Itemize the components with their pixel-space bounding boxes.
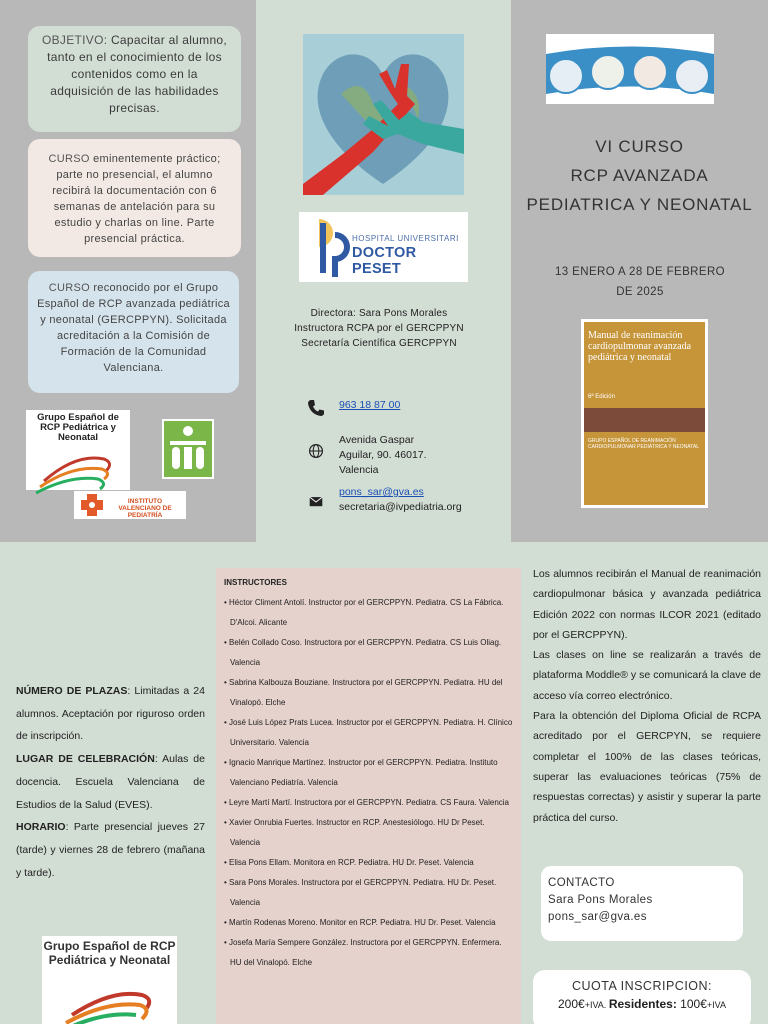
dates-line1: 13 ENERO A 28 DE FEBRERO (554, 266, 726, 278)
list-item: • Xavier Onrubia Fuertes. Instructor en RCP. Anestesiólogo. HU Dr Peset. Valencia (224, 813, 513, 853)
lugar-text: : Aulas de docencia. Escuela Valenciana de Estudios de la Salud (EVES). (16, 753, 205, 811)
course-title (511, 132, 768, 219)
grupo-logo-large-text: Grupo Español de RCP Pediátrica y Neonatal (43, 939, 176, 967)
grupo-rcp-logo-large (42, 936, 177, 1024)
directora-role2: Secretaría Científica GERCPPYN (301, 338, 457, 349)
list-item: • Elisa Pons Ellam. Monitora en RCP. Pediatra. HU Dr. Peset. Valencia (224, 853, 513, 873)
hospital-dp-emblem-icon (303, 215, 351, 279)
address-text: Avenida Gaspar Aguilar, 90. 46017. Valencia (339, 434, 427, 476)
book-photo-strip (584, 408, 705, 432)
list-item: • Sara Pons Morales. Instructora por el GERCPPYN. Pediatra. HU Dr. Peset. Valencia (224, 873, 513, 913)
objetivo-text: Capacitar al alumno, tanto en el conocimiento de los contenidos como en la adquisición de las habilidades precisas. (47, 33, 228, 115)
book-title: Manual de reanimación cardiopulmonar avanzada pediátrica y neonatal (588, 330, 692, 363)
contact-card (541, 866, 743, 941)
globe-icon (308, 443, 324, 459)
ivp-emblem-icon (77, 491, 107, 519)
grupo-rcp-logo-small (26, 410, 130, 490)
ivp-logo-text: INSTITUTO VALENCIANO DE PEDIATRÍA (118, 498, 172, 519)
training-photos-banner (546, 34, 714, 104)
contact-heading: CONTACTO (548, 877, 615, 889)
contact-name: Sara Pons Morales (548, 894, 653, 906)
book-edition: 6ª Edición (588, 394, 615, 400)
curso1-text: eminentemente práctico; parte no presencial, el alumno recibirá la documentación con 6 semanas de antelación para su estudio y charlas on line. Parte presencial práctica. (52, 153, 221, 245)
email-link[interactable]: pons_sar@gva.es (339, 486, 424, 498)
title-line3: PEDIATRICA Y NEONATAL (526, 195, 753, 214)
curso-practico-card (28, 139, 241, 257)
book-cover (584, 322, 705, 505)
fee-card (533, 970, 751, 1024)
list-item: • Héctor Climent Antolí. Instructor por el GERCPPYN. Pediatra. CS La Fábrica. D'Alcoi. Alicante (224, 593, 513, 633)
email-secretaria: secretaria@ivpediatria.org (339, 501, 462, 513)
course-info-text (533, 564, 761, 828)
directora-name: Sara Pons Morales (358, 308, 448, 319)
fee-heading: CUOTA INSCRIPCION: (571, 979, 713, 993)
curso2-text: reconocido por el Grupo Español de RCP avanzada pediátrica y neonatal (GERCPPYN). Solicitada acreditación a la Comisión de Formación de la Comunidad Valenciana. (37, 282, 230, 374)
list-item: • Leyre Martí Martí. Instructora por el GERCPPYN. Pediatra. CS Faura. Valencia (224, 793, 513, 813)
hospital-doctor-peset-logo (299, 212, 468, 282)
instructors-panel (216, 568, 521, 1024)
objetivo-label: OBJETIVO: (41, 33, 111, 47)
list-item: • Belén Collado Coso. Instructora por el GERCPPYN. Pediatra. CS Luis Oliag. Valencia (224, 633, 513, 673)
list-item: • Ignacio Manrique Martínez. Instructor por el GERCPPYN. Pediatra. Instituto Valenciano Pediatría. Valencia (224, 753, 513, 793)
instructors-heading: INSTRUCTORES (224, 578, 287, 587)
curso2-label: CURSO (48, 282, 94, 294)
info-paragraph-manual: Los alumnos recibirán el Manual de reanimación cardiopulmonar básica y avanzada pediátrica Edición 2022 con normas ILCOR 2021 (editado por el GERCPPYN). (533, 568, 761, 641)
fee-general: 200€ (558, 997, 585, 1011)
horario-text: : Parte presencial jueves 27 (tarde) y viernes 28 de febrero (mañana y tarde). (16, 821, 205, 879)
dates-line2: DE 2025 (616, 286, 664, 298)
fee-iva-general: +IVA. (584, 1000, 609, 1010)
swoosh-icon (26, 443, 130, 498)
cpr-training-banner (546, 34, 714, 104)
title-line2: RCP AVANZADA (570, 166, 709, 185)
info-paragraph-diploma: Para la obtención del Diploma Oficial de RCPA acreditado por el GERCPYN, se requiere completar el 100% de las clases teóricas, superar las evaluaciones teóricas (75% de respuestas correctas) y asistir y superar la parte práctica del curso. (533, 710, 761, 824)
list-item: • José Luis López Prats Lucea. Instructor por el GERCPPYN. Pediatra. H. Clínico Universitario. Valencia (224, 713, 513, 753)
manual-book-cover (581, 319, 708, 508)
directora-block (286, 306, 472, 351)
info-paragraph-online: Las clases on line se realizarán a través de plataforma Moddle® y se comunicará la clave de acceso vía correo electrónico. (533, 649, 761, 702)
phone-icon (306, 398, 326, 418)
mail-icon (308, 495, 324, 509)
lugar-label: LUGAR DE CELEBRACIÓN (16, 753, 155, 766)
fee-prices (539, 997, 745, 1011)
hospital-name-line2: DOCTOR PESET (352, 245, 417, 277)
green-institution-logo (162, 419, 214, 479)
list-item: • Martín Rodenas Moreno. Monitor en RCP. Pediatra. HU Dr. Peset. Valencia (224, 913, 513, 933)
book-publisher: GRUPO ESPAÑOL DE REANIMACIÓN CARDIOPULMONAR PEDIÁTRICA Y NEONATAL (588, 438, 700, 450)
plazas-label: NÚMERO DE PLAZAS (16, 685, 128, 697)
instructors-list (224, 593, 513, 973)
curso-reconocido-card (28, 271, 239, 393)
course-details (16, 680, 205, 884)
fee-iva-residentes: +IVA (706, 1000, 726, 1010)
hospital-name-line1: HOSPITAL UNIVERSITARI (352, 234, 459, 243)
title-line1: VI CURSO (595, 137, 684, 156)
cpr-hands-illustration (303, 34, 464, 195)
fee-residentes-label: Residentes: (608, 997, 681, 1011)
ivp-logo (74, 491, 186, 519)
phone-link[interactable]: 963 18 87 00 (339, 399, 401, 411)
objetivo-card (28, 26, 241, 132)
course-dates (540, 262, 740, 302)
contact-email: pons_sar@gva.es (548, 911, 647, 923)
swoosh-large-icon (42, 967, 177, 1024)
list-item: • Sabrina Kalbouza Bouziane. Instructora por el GERCPPYN. Pediatra. HU del Vinalopó. Elche (224, 673, 513, 713)
fee-residentes: 100€ (680, 997, 707, 1011)
directora-role: Instructora RCPA por el GERCPPYN (294, 323, 464, 334)
cpr-heart-image (303, 34, 464, 195)
plazas-text: : Limitadas a 24 alumnos. Aceptación por riguroso orden de inscripción. (16, 685, 205, 743)
people-logo-icon (162, 419, 214, 479)
horario-label: HORARIO (16, 821, 66, 834)
curso1-label: CURSO (48, 153, 94, 165)
directora-label: Directora: (310, 308, 359, 319)
list-item: • Josefa María Sempere González. Instructora por el GERCPPYN. Enfermera. HU del Vinalopó. Elche (224, 933, 513, 973)
grupo-logo-text: Grupo Español de RCP Pediátrica y Neonatal (37, 412, 119, 443)
